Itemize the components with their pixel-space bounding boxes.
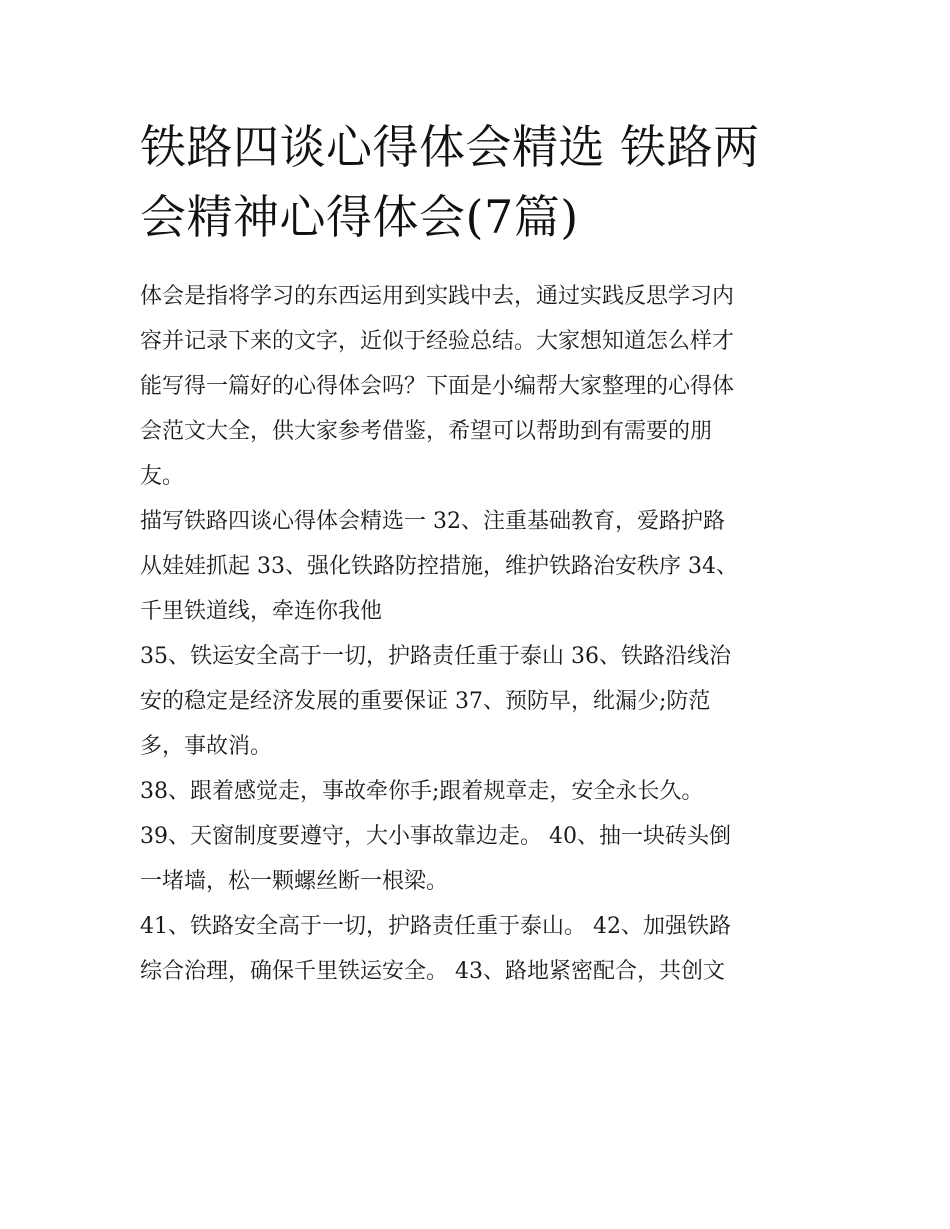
text-line: 体会是指将学习的东西运用到实践中去，通过实践反思学习内 bbox=[140, 284, 735, 309]
text-line: 友。 bbox=[140, 464, 185, 489]
document-body bbox=[140, 274, 812, 994]
paragraph-intro bbox=[140, 274, 812, 499]
document-title bbox=[140, 112, 812, 252]
text-line: 会范文大全，供大家参考借鉴，希望可以帮助到有需要的朋 bbox=[140, 419, 713, 444]
text-line: 描写铁路四谈心得体会精选一 32、注重基础教育，爱路护路 bbox=[140, 509, 725, 534]
text-line: 38、跟着感觉走，事故牵你手;跟着规章走，安全永长久。 bbox=[140, 779, 704, 804]
text-line: 容并记录下来的文字，近似于经验总结。大家想知道怎么样才 bbox=[140, 329, 735, 354]
paragraph-slogans-32-34 bbox=[140, 499, 812, 634]
paragraph-slogans-35-37 bbox=[140, 634, 812, 769]
title-line: 会精神心得体会(7篇) bbox=[140, 190, 579, 244]
text-line: 39、天窗制度要遵守，大小事故靠边走。 40、抽一块砖头倒 bbox=[140, 824, 731, 849]
text-line: 41、铁路安全高于一切，护路责任重于泰山。 42、加强铁路 bbox=[140, 914, 731, 939]
paragraph-slogans-39-40 bbox=[140, 814, 812, 904]
text-line: 一堵墙，松一颗螺丝断一根梁。 bbox=[140, 869, 449, 894]
paragraph-slogan-38 bbox=[140, 769, 812, 814]
paragraph-slogans-41-43 bbox=[140, 904, 812, 994]
text-line: 35、铁运安全高于一切，护路责任重于泰山 36、铁路沿线治 bbox=[140, 644, 731, 669]
text-line: 多，事故消。 bbox=[140, 734, 273, 759]
text-line: 千里铁道线，牵连你我他 bbox=[140, 599, 383, 624]
text-line: 安的稳定是经济发展的重要保证 37、预防早，纰漏少;防范 bbox=[140, 689, 711, 714]
title-line: 铁路四谈心得体会精选 铁路两 bbox=[140, 120, 760, 174]
text-line: 从娃娃抓起 33、强化铁路防控措施，维护铁路治安秩序 34、 bbox=[140, 554, 738, 579]
document-content bbox=[140, 112, 812, 994]
text-line: 能写得一篇好的心得体会吗？下面是小编帮大家整理的心得体 bbox=[140, 374, 735, 399]
text-line: 综合治理，确保千里铁运安全。 43、路地紧密配合，共创文 bbox=[140, 959, 725, 984]
